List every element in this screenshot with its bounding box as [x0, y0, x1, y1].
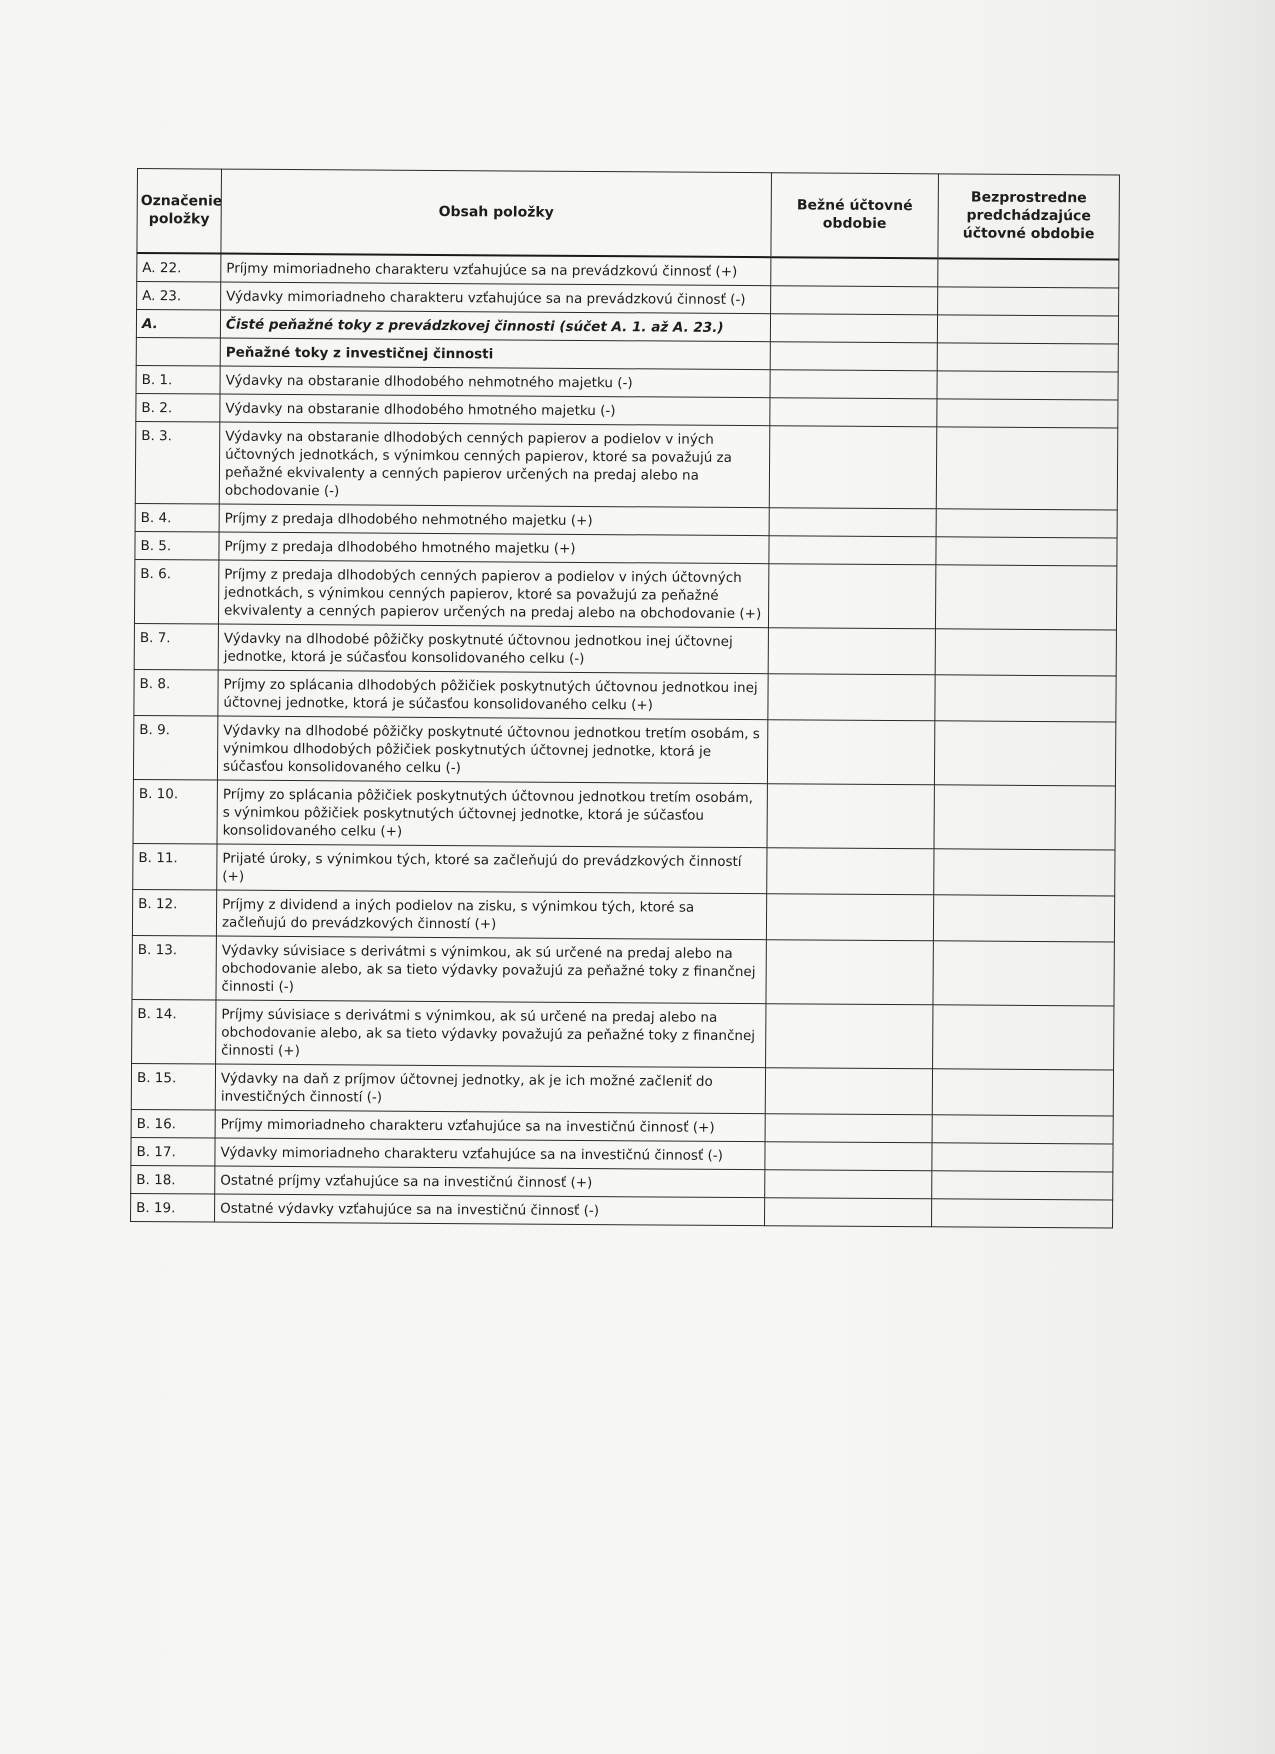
previous-period-value [935, 628, 1116, 675]
current-period-value [770, 369, 937, 398]
row-code: A. 22. [137, 253, 221, 282]
previous-period-value [938, 258, 1119, 288]
row-code: B. 1. [136, 365, 220, 394]
table-row [134, 623, 1116, 676]
row-description: Príjmy z predaja dlhodobého hmotného majetku (+) [219, 532, 769, 564]
row-code: B. 10. [133, 779, 217, 844]
current-period-value [767, 847, 934, 894]
previous-period-value [936, 426, 1118, 509]
table-row [134, 669, 1116, 722]
row-code [136, 337, 220, 366]
row-code: A. 23. [137, 281, 221, 310]
table-header-row [137, 169, 1120, 260]
row-description: Výdavky súvisiace s derivátmi s výnimkou, ak sú určené na predaj alebo na obchodovanie alebo, ak sa tieto výdavky považujú za peňažné toky z finančnej činnosti (-) [216, 936, 766, 1004]
previous-period-value [937, 370, 1118, 399]
row-description: Výdavky na dlhodobé pôžičky poskytnuté účtovnou jednotkou tretím osobám, s výnimkou dlhodobých pôžičiek poskytnutých účtovnej jednotke, ktorá je súčasťou konsolidovaného celku (-) [217, 716, 767, 784]
previous-period-value [935, 564, 1116, 629]
row-code: B. 17. [131, 1137, 215, 1166]
previous-period-value [934, 784, 1115, 849]
previous-period-value [937, 342, 1118, 371]
table-row [132, 999, 1114, 1070]
current-period-value [765, 1169, 932, 1198]
row-description: Príjmy súvisiace s derivátmi s výnimkou, ak sú určené na predaj alebo na obchodovanie alebo, ak sa tieto výdavky považujú za peňažné toky z finančnej činnosti (+) [216, 1000, 766, 1068]
previous-period-value [937, 398, 1118, 427]
previous-period-value [937, 314, 1118, 343]
table-row [134, 559, 1116, 630]
row-code: B. 2. [136, 393, 220, 422]
table-row [132, 935, 1114, 1006]
header-item-code: Označenie položky [137, 169, 222, 254]
current-period-value [770, 341, 937, 370]
table-row [133, 843, 1115, 896]
previous-period-value [932, 1114, 1113, 1143]
row-description: Výdavky na dlhodobé pôžičky poskytnuté účtovnou jednotkou inej účtovnej jednotke, ktorá je súčasťou konsolidovaného celku (-) [218, 624, 768, 674]
row-description: Príjmy zo splácania dlhodobých pôžičiek poskytnutých účtovnou jednotkou inej účtovnej jednotke, ktorá je súčasťou konsolidovaného celku (+) [218, 670, 768, 720]
previous-period-value [933, 1004, 1114, 1069]
row-code: B. 15. [131, 1063, 215, 1110]
previous-period-value [936, 508, 1117, 537]
row-code: B. 11. [133, 843, 217, 890]
previous-period-value [938, 286, 1119, 315]
current-period-value [769, 535, 936, 564]
previous-period-value [934, 848, 1115, 895]
row-description: Výdavky na obstaranie dlhodobých cenných papierov a podielov v iných účtovných jednotkách, s výnimkou cenných papierov, ktoré sa považujú za peňažné ekvivalenty a cenných papierov určených na predaj alebo na obchodovanie (-) [219, 422, 770, 508]
row-code: B. 4. [135, 503, 219, 532]
current-period-value [769, 507, 936, 536]
row-code: B. 7. [134, 623, 218, 670]
current-period-value [768, 627, 935, 674]
current-period-value [770, 397, 937, 426]
header-item-content: Obsah položky [221, 169, 772, 257]
previous-period-value [931, 1198, 1112, 1227]
row-code: B. 19. [131, 1193, 215, 1222]
row-description: Príjmy z predaja dlhodobých cenných papierov a podielov v iných účtovných jednotkách, s výnimkou cenných papierov, ktoré sa považujú za peňažné ekvivalenty a cenných papierov určených na predaj alebo na obchodovanie (+) [218, 560, 768, 628]
row-description: Príjmy zo splácania pôžičiek poskytnutých účtovnou jednotkou tretím osobám, s výnimkou pôžičiek poskytnutých účtovnej jednotke, ktorá je súčasťou konsolidovaného celku (+) [217, 780, 767, 848]
current-period-value [767, 783, 934, 848]
row-description: Výdavky mimoriadneho charakteru vzťahujúce sa na prevádzkovú činnosť (-) [221, 282, 771, 314]
previous-period-value [932, 1068, 1113, 1115]
current-period-value [766, 893, 933, 940]
previous-period-value [936, 536, 1117, 565]
current-period-value [769, 425, 937, 508]
row-description: Výdavky na obstaranie dlhodobého hmotného majetku (-) [220, 394, 770, 426]
current-period-value [765, 1067, 932, 1114]
cash-flow-table [130, 168, 1120, 1228]
previous-period-value [932, 1170, 1113, 1199]
current-period-value [766, 939, 933, 1004]
current-period-value [765, 1141, 932, 1170]
row-description: Prijaté úroky, s výnimkou tých, ktoré sa začleňujú do prevádzkových činností (+) [217, 844, 767, 894]
row-description: Ostatné príjmy vzťahujúce sa na investičnú činnosť (+) [215, 1166, 765, 1198]
previous-period-value [933, 894, 1114, 941]
header-current-period: Bežné účtovné obdobie [771, 173, 939, 258]
section-heading: Peňažné toky z investičnej činnosti [220, 338, 770, 370]
row-code: B. 9. [133, 715, 217, 780]
row-description: Výdavky mimoriadneho charakteru vzťahujúce sa na investičnú činnosť (-) [215, 1138, 765, 1170]
row-description: Ostatné výdavky vzťahujúce sa na investičnú činnosť (-) [215, 1194, 765, 1226]
row-description: Čisté peňažné toky z prevádzkovej činnosti (súčet A. 1. až A. 23.) [220, 310, 770, 342]
table-row [132, 889, 1114, 942]
table-row [133, 779, 1115, 850]
current-period-value [765, 1197, 932, 1226]
previous-period-value [934, 720, 1115, 785]
row-description: Príjmy z dividend a iných podielov na zisku, s výnimkou tých, ktoré sa začleňujú do prevádzkových činností (+) [216, 890, 766, 940]
current-period-value [768, 673, 935, 720]
header-previous-period: Bezprostredne predchádzajúce účtovné obdobie [938, 174, 1120, 259]
current-period-value [770, 313, 937, 342]
row-code: B. 5. [135, 531, 219, 560]
row-code: B. 12. [132, 889, 216, 936]
table-row [131, 1193, 1113, 1228]
current-period-value [771, 285, 938, 314]
row-description: Výdavky na daň z príjmov účtovnej jednotky, ak je ich možné začleniť do investičných činností (-) [215, 1064, 765, 1114]
row-code: B. 18. [131, 1165, 215, 1194]
row-code: B. 16. [131, 1109, 215, 1138]
current-period-value [768, 563, 935, 628]
table-row [135, 421, 1118, 510]
previous-period-value [932, 1142, 1113, 1171]
row-code: B. 6. [134, 559, 218, 624]
row-description: Príjmy mimoriadneho charakteru vzťahujúce sa na prevádzkovú činnosť (+) [221, 253, 771, 285]
row-code: B. 8. [134, 669, 218, 716]
row-description: Príjmy mimoriadneho charakteru vzťahujúce sa na investičnú činnosť (+) [215, 1110, 765, 1142]
current-period-value [765, 1113, 932, 1142]
table-row [131, 1063, 1113, 1116]
row-code: B. 14. [132, 999, 216, 1064]
current-period-value [771, 257, 938, 287]
previous-period-value [933, 940, 1114, 1005]
row-code: A. [136, 309, 220, 338]
current-period-value [767, 719, 934, 784]
current-period-value [766, 1003, 933, 1068]
row-code: B. 13. [132, 935, 216, 1000]
row-code: B. 3. [135, 421, 220, 504]
table-row [133, 715, 1115, 786]
row-description: Príjmy z predaja dlhodobého nehmotného majetku (+) [219, 504, 769, 536]
previous-period-value [935, 674, 1116, 721]
row-description: Výdavky na obstaranie dlhodobého nehmotného majetku (-) [220, 366, 770, 398]
